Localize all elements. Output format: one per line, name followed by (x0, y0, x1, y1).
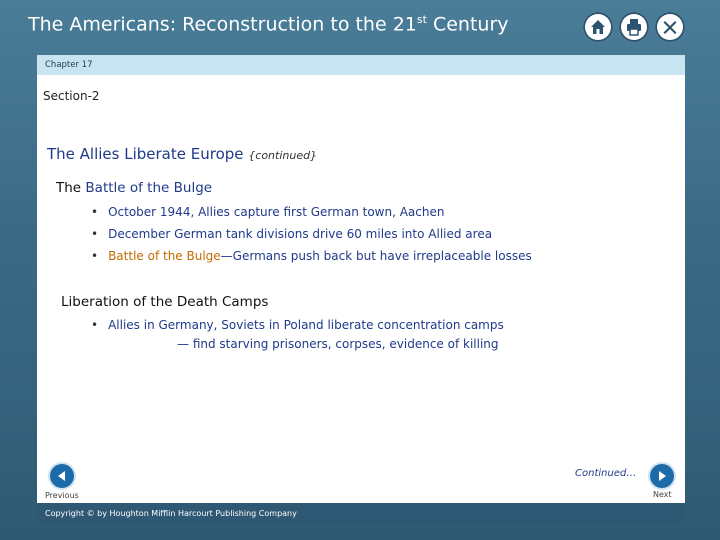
camps-bullet-list (91, 314, 504, 336)
print-button[interactable] (619, 12, 649, 42)
previous-label: Previous (45, 491, 79, 500)
camps-subheading: Liberation of the Death Camps (61, 294, 269, 310)
next-label: Next (653, 490, 672, 499)
home-icon (588, 17, 608, 37)
continued-tag: {continued} (248, 149, 318, 162)
arrow-left-icon (56, 470, 68, 482)
slide-content (37, 75, 685, 503)
list-item: • Battle of the Bulge—Germans push back but have irreplaceable losses (91, 245, 532, 267)
close-icon (660, 17, 680, 37)
continued-label: Continued… (575, 468, 637, 479)
battle-subheading: The Battle of the Bulge (56, 180, 213, 196)
list-item: • Allies in Germany, Soviets in Poland liberate concentration camps (91, 314, 504, 336)
list-item: • December German tank divisions drive 60 miles into Allied area (91, 223, 532, 245)
print-icon (624, 17, 644, 37)
top-toolbar (583, 12, 685, 42)
battle-bullet-list (91, 201, 532, 267)
home-button[interactable] (583, 12, 613, 42)
previous-button[interactable] (50, 464, 74, 488)
footer-copyright: Copyright © by Houghton Mifflin Harcourt Publishing Company (37, 503, 685, 524)
list-item: • October 1944, Allies capture first German town, Aachen (91, 201, 532, 223)
page-title: The Americans: Reconstruction to the 21st Century (28, 13, 509, 36)
next-button[interactable] (650, 464, 674, 488)
chapter-bar: Chapter 17 (37, 55, 685, 75)
arrow-right-icon (656, 470, 668, 482)
section-label: Section-2 (43, 89, 100, 103)
camps-continuation: — find starving prisoners, corpses, evidence of killing (177, 337, 499, 351)
slide-heading: The Allies Liberate Europe {continued} (47, 145, 318, 163)
close-button[interactable] (655, 12, 685, 42)
